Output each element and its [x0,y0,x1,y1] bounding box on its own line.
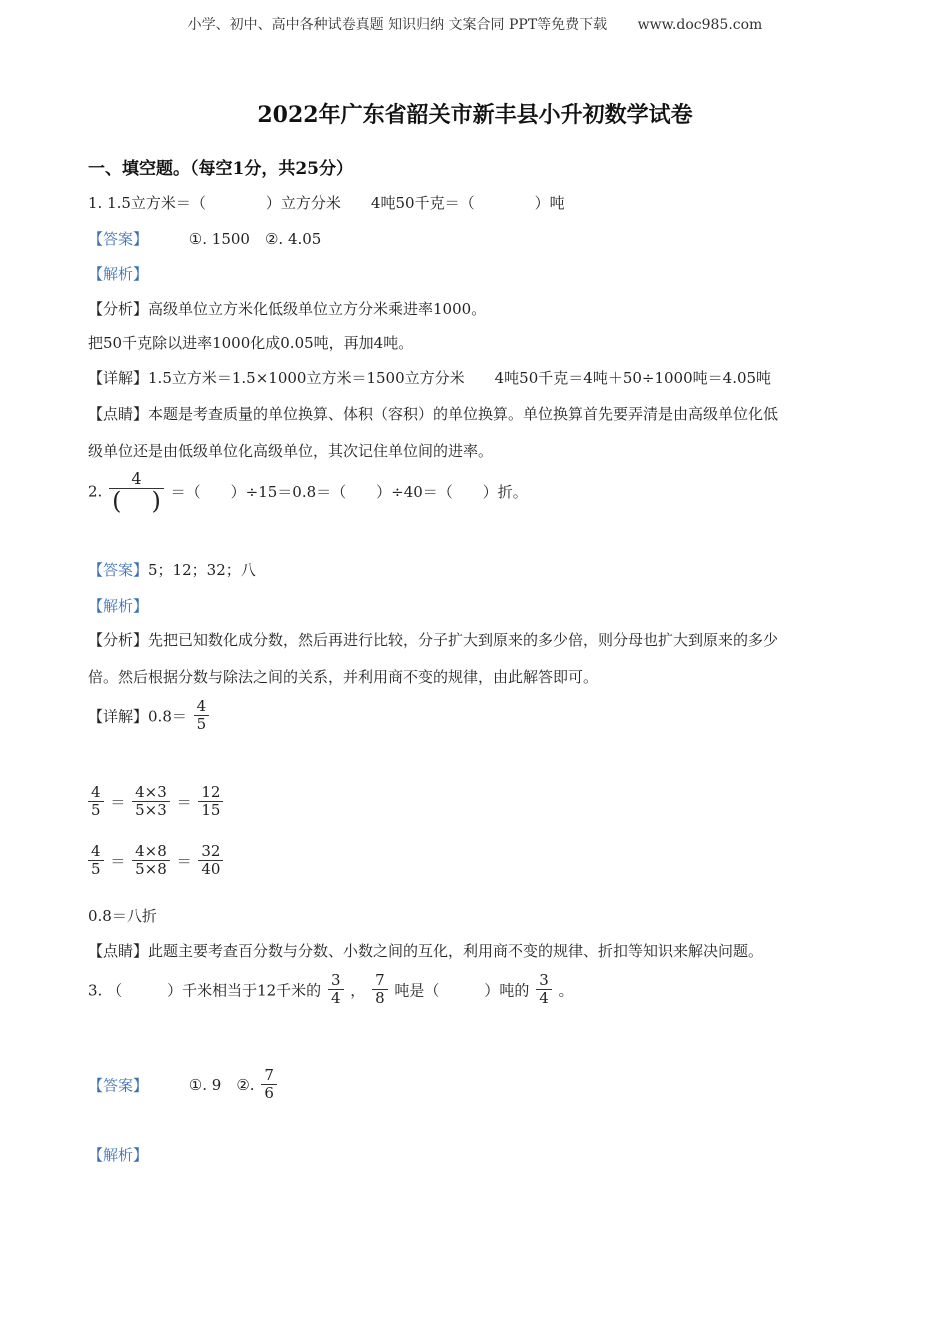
fraction: $\frac{4\times 3}{5\times 3}$ [132,784,170,820]
q2-text: ＝（ ）÷15＝0.8＝（ ）÷40＝（ ）折。 [170,483,528,502]
answer-label: 【答案】 [88,230,149,248]
fenxi-text: 高级单位立方米化低级单位立方分米乘进率1000。 [148,300,487,318]
q2-number: 2. [88,482,103,501]
xiangjie-text: 1.5立方米＝1.5×1000立方米＝1500立方分米 4吨50千克＝4吨＋50÷1000吨＝4.05吨 [148,369,772,387]
q1-dianjing-2: 级单位还是由低级单位化高级单位，其次记住单位间的进率。 [88,442,494,460]
q2-zhe: 0.8＝八折 [88,907,157,925]
q1-fenxi [88,298,486,319]
q1-fenxi-2: 把50千克除以进率1000化成0.05吨，再加4吨。 [88,334,414,352]
dianjing-text: 本题是考查质量的单位换算、体积（容积）的单位换算。单位换算首先要弄清是由高级单位化低 [148,405,779,423]
fraction: $\frac{4}{5}$ [88,784,104,820]
fraction: $\frac{4}{5}$ [88,843,104,879]
q1-jiexi: 【解析】 [88,265,149,283]
xiangjie-label: 【详解】 [88,369,149,387]
fenxi-label: 【分析】 [88,300,149,318]
fenxi-text: 先把已知数化成分数，然后再进行比较，分子扩大到原来的多少倍，则分母也扩大到原来的多少 [148,631,779,649]
q2-answer [88,559,256,580]
question-1: 1. 1.5立方米＝（ ）立方分米 4吨50千克＝（ ）吨 [88,194,565,212]
q2-blank-fraction [109,469,164,516]
answer-text: 5；12；32；八 [148,561,256,579]
page-header [0,14,950,34]
q3-text-2: 吨是（ ）吨的 [394,981,530,1000]
q2-fenxi-2: 倍。然后根据分数与除法之间的关系，并利用商不变的规律，由此解答即可。 [88,668,599,686]
section-heading: 一、填空题。（每空1分，共25分） [88,159,353,179]
fraction: $\frac{3}{4}$ [536,972,552,1008]
q1-dianjing [88,403,778,424]
fraction: $\frac{12}{15}$ [198,784,223,820]
question-3: 3. （ ）千米相当于12千米的 $\frac{3}{4}$ ， $\frac{7}{8}$ 吨是（ ）吨的 $\frac{3}{4}$ 。 [88,971,574,1008]
dianjing-label: 【点睛】 [88,942,149,960]
q2-dianjing [88,940,763,961]
q1-xiangjie [88,367,771,388]
answer-text: ①. 1500 ②. 4.05 [188,230,322,248]
question-2 [88,469,528,516]
page-title: 2022年广东省韶关市新丰县小升初数学试卷 [257,102,693,128]
q2-fraction-denominator: ( ) [112,487,161,516]
q2-fenxi [88,629,778,650]
q3-jiexi: 【解析】 [88,1146,149,1164]
fraction: $\frac{32}{40}$ [198,843,223,879]
fenxi-label: 【分析】 [88,631,149,649]
answer-label: 【答案】 [88,1076,149,1095]
answer-label: 【答案】 [88,561,149,579]
q2-xiangjie [88,698,211,734]
header-text: 小学、初中、高中各种试卷真题 知识归纳 文案合同 PPT等免费下载 [187,17,608,33]
fraction: $\frac{4\times 8}{5\times 8}$ [132,843,170,879]
fraction: $\frac{3}{4}$ [328,972,344,1008]
q3-answer [88,1067,279,1103]
fraction: $\frac{4}{5}$ [194,698,210,734]
fraction: $\frac{7}{6}$ [261,1067,277,1103]
q1-answer [88,228,321,249]
xiangjie-text: 0.8＝ [148,707,187,726]
fraction: $\frac{7}{8}$ [372,972,388,1008]
q3-text-1: 3. （ ）千米相当于12千米的 [88,981,322,1000]
q2-fraction-numerator: 4 [109,470,164,489]
q2-equation-2: $\frac{4}{5}$ ＝ $\frac{4\times 8}{5\times 8}$ ＝ $\frac{32}{40}$ [86,843,225,879]
q2-equation-1: $\frac{4}{5}$ ＝ $\frac{4\times 3}{5\times 3}$ ＝ $\frac{12}{15}$ [86,784,225,820]
header-url[interactable]: www.doc985.com [637,17,763,33]
q2-jiexi: 【解析】 [88,597,149,615]
answer-text: ①. 9 ②. [188,1076,255,1095]
dianjing-text: 此题主要考查百分数与分数、小数之间的互化，利用商不变的规律、折扣等知识来解决问题。 [148,942,764,960]
dianjing-label: 【点睛】 [88,405,149,423]
xiangjie-label: 【详解】 [88,707,149,726]
